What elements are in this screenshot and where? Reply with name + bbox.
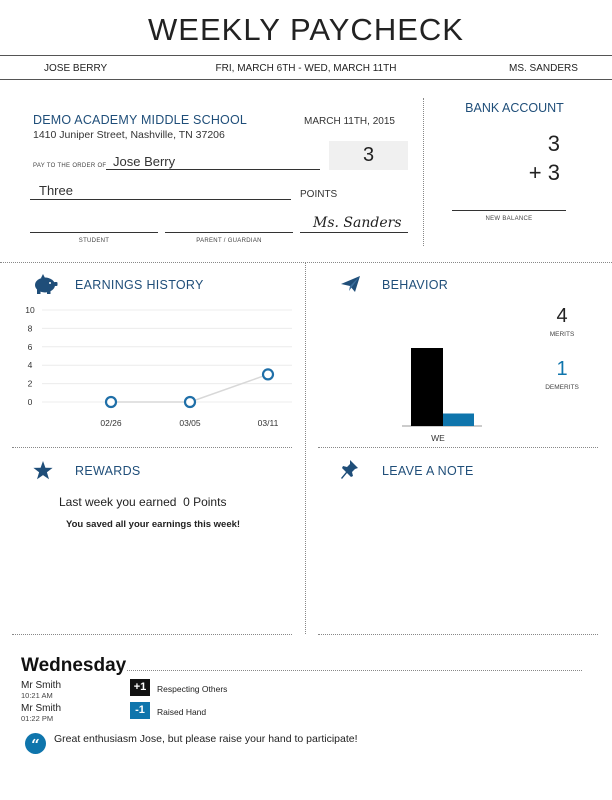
earnings-history-title: EARNINGS HISTORY (75, 278, 204, 292)
school-name: DEMO ACADEMY MIDDLE SCHOOL (33, 113, 248, 127)
piggy-bank-icon (32, 273, 58, 300)
amount-words-line (30, 199, 291, 200)
parent-signature-line (165, 232, 293, 233)
check-date: MARCH 11TH, 2015 (304, 116, 395, 127)
date-range: FRI, MARCH 6TH - WED, MARCH 11TH (215, 63, 397, 74)
log-comment: Great enthusiasm Jose, but please raise your hand to participate! (54, 733, 358, 745)
star-icon (33, 461, 53, 485)
log-entry-badge: +1 (130, 679, 150, 696)
right-bottom-divider (318, 634, 598, 635)
paper-plane-icon (341, 275, 361, 298)
earnings-x-tick: 02/26 (100, 418, 122, 428)
bank-added-points: + 3 (528, 160, 560, 185)
student-name-header: JOSE BERRY (44, 63, 108, 74)
earnings-y-tick: 4 (27, 360, 33, 371)
pay-to-label: PAY TO THE ORDER OF (33, 163, 107, 169)
student-signature-line (30, 232, 158, 233)
left-bottom-divider (12, 634, 292, 635)
earnings-y-tick: 6 (27, 341, 33, 352)
merits-value: 4 (556, 305, 568, 327)
log-entry-reason: Respecting Others (157, 684, 228, 694)
behavior-chart (400, 320, 490, 448)
amount-words: Three (39, 183, 73, 198)
earnings-y-tick: 10 (25, 305, 35, 315)
sections-top-divider (0, 262, 612, 263)
teacher-name-header: MS. SANDERS (509, 63, 578, 74)
svg-text:“: “ (31, 736, 40, 754)
earnings-y-tick: 8 (27, 323, 33, 334)
rewards-title: REWARDS (75, 464, 141, 478)
earnings-point (185, 397, 195, 407)
demerits-label: DEMERITS (545, 384, 579, 391)
log-day-rule (127, 670, 582, 671)
student-label: STUDENT (78, 238, 110, 244)
teacher-signature: Ms. Sanders (313, 215, 402, 231)
new-balance-line (452, 210, 566, 211)
log-entry-reason: Raised Hand (157, 707, 207, 717)
merits-bar (411, 348, 443, 426)
earnings-chart (20, 300, 295, 435)
log-entry-time: 10:21 AM (21, 691, 53, 700)
earnings-y-tick: 2 (27, 378, 33, 389)
log-entry-teacher: Mr Smith (21, 680, 61, 691)
earnings-y-tick: 0 (27, 397, 33, 407)
parent-label: PARENT / GUARDIAN (196, 238, 262, 244)
leave-note-title: LEAVE A NOTE (382, 464, 474, 478)
page-title: WEEKLY PAYCHECK (148, 12, 464, 47)
quote-icon (25, 733, 46, 759)
bank-previous-balance: 3 (547, 131, 560, 156)
payee-name: Jose Berry (113, 154, 176, 169)
earnings-point (106, 397, 116, 407)
header-bottom-rule (0, 79, 612, 80)
amount-box: 3 (329, 141, 408, 170)
behavior-title: BEHAVIOR (382, 278, 449, 292)
earnings-x-tick: 03/11 (257, 418, 279, 428)
log-day-title: Wednesday (21, 655, 127, 676)
earnings-x-tick: 03/05 (179, 418, 201, 428)
rewards-saved-message: You saved all your earnings this week! (66, 519, 241, 530)
school-address: 1410 Juniper Street, Nashville, TN 37206 (33, 129, 225, 141)
log-entry-teacher: Mr Smith (21, 703, 61, 714)
behavior-x-label: WE (431, 433, 445, 443)
bank-account-title: BANK ACCOUNT (465, 101, 564, 115)
merits-label: MERITS (549, 331, 575, 338)
left-mid-divider (12, 447, 292, 448)
pushpin-icon (341, 460, 359, 485)
sections-center-divider (305, 262, 306, 634)
payee-line (106, 169, 320, 170)
demerits-value: 1 (556, 358, 568, 380)
earnings-point (263, 369, 273, 379)
demerits-bar (443, 414, 474, 427)
teacher-signature-line (300, 232, 408, 233)
rewards-last-week: Last week you earned 0 Points (59, 495, 227, 509)
new-balance-label: NEW BALANCE (485, 216, 533, 222)
log-entry-badge: -1 (130, 702, 150, 719)
header-top-rule (0, 55, 612, 56)
log-entry-time: 01:22 PM (21, 714, 54, 723)
points-label: POINTS (300, 189, 338, 200)
check-divider (423, 98, 424, 246)
